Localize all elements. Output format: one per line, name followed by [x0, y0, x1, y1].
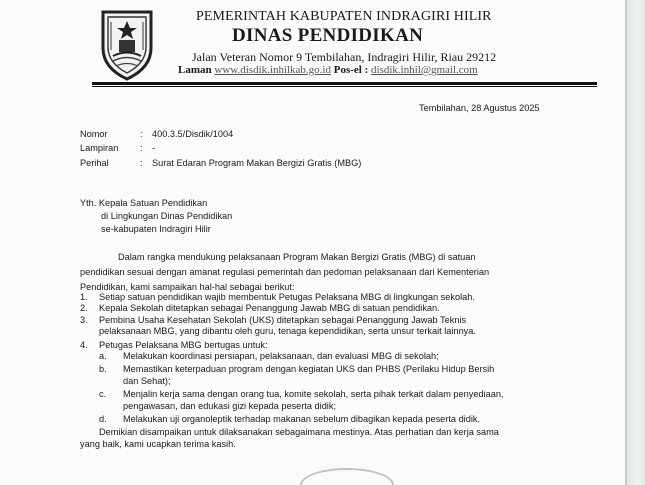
- sub-list-item: [99, 414, 610, 425]
- stamp-edge: [300, 468, 394, 485]
- intro-line-3: Pendidikan, kami sampaikan hal-hal sebagai berikut:: [80, 282, 295, 292]
- letterhead-rule-thin: [92, 86, 597, 87]
- meta-value-number: 400.3.5/Disdik/1004: [152, 129, 234, 139]
- sub-list-letter: d.: [99, 414, 107, 425]
- meta-colon: :: [140, 143, 143, 153]
- list-item-text: Setiap satuan pendidikan wajib membentuk Petugas Pelaksana MBG di lingkungan sekolah.: [99, 292, 475, 302]
- viewer-margin: [625, 0, 645, 485]
- intro-paragraph: [80, 250, 612, 295]
- list-number: 3.: [80, 314, 88, 325]
- list-number: 2.: [80, 303, 88, 314]
- meta-colon: :: [140, 129, 143, 139]
- letter-date: Tembilahan, 28 Agustus 2025: [419, 103, 540, 113]
- closing-line-1: Demikian disampaikan untuk dilaksanakan sebagaimana mestinya. Atas perhatian dan kerja sama: [99, 427, 499, 438]
- sub-list-item: [99, 389, 610, 412]
- sub-list-letter: b.: [99, 364, 107, 375]
- meta-label-number: Nomor: [80, 129, 108, 139]
- meta-label-attachment: Lampiran: [80, 143, 119, 153]
- meta-value-subject: Surat Edaran Program Makan Bergizi Gratis (MBG): [152, 158, 362, 168]
- recipient-line-1: Yth. Kepala Satuan Pendidikan: [80, 198, 208, 208]
- sub-list-letter: c.: [99, 389, 107, 400]
- intro-line-2: pendidikan sesuai dengan amanat regulasi pemerintah dan pedoman pelaksanaan dari Kementerian: [80, 267, 490, 277]
- government-name: PEMERINTAH KABUPATEN INDRAGIRI HILIR: [196, 9, 492, 24]
- list-item-text: pelaksanaan MBG, yang dibantu oleh guru, tenaga kependidikan, serta unsur terkait lainnya.: [99, 326, 476, 337]
- regency-emblem-icon: [97, 8, 157, 82]
- list-item: [80, 340, 610, 351]
- department-name: DINAS PENDIDIKAN: [232, 25, 424, 46]
- sub-list-item: [99, 351, 610, 362]
- list-item-text: Kepala Sekolah ditetapkan sebagai Penanggung Jawab MBG di satuan pendidikan.: [99, 303, 440, 314]
- list-item: [80, 303, 610, 314]
- website-link: www.disdik.inhilkab.go.id: [214, 64, 331, 76]
- recipient-line-3: se-kabupaten Indragiri Hilir: [101, 224, 211, 234]
- meta-value-attachment: -: [152, 143, 156, 153]
- closing-paragraph-cont: [80, 439, 610, 450]
- letterhead-rule-thick: [92, 82, 597, 85]
- meta-colon: :: [140, 158, 143, 168]
- sub-list-text: Melakukan uji organoleptik terhadap makanan sebelum dibagikan kepada peserta didik.: [123, 414, 481, 425]
- recipient-line-2: di Lingkungan Dinas Pendidikan: [101, 211, 233, 221]
- list-item: [80, 292, 610, 303]
- list-number: 1.: [80, 292, 88, 302]
- sub-list-text: pengawasan, dan edukasi gizi kepada peserta didik;: [123, 400, 336, 411]
- list-number: 4.: [80, 339, 88, 350]
- closing-line-2: yang baik, kami ucapkan terima kasih.: [80, 438, 236, 449]
- sub-list-letter: a.: [99, 351, 107, 362]
- sub-list-text: Memastikan keterpaduan program dengan kegiatan UKS dan PHBS (Perilaku Hidup Bersih: [123, 364, 495, 375]
- web-label: Laman: [178, 64, 212, 76]
- email-link: disdik.inhil@gmail.com: [371, 64, 478, 76]
- closing-paragraph: [99, 427, 610, 438]
- sub-list-text: Melakukan koordinasi persiapan, pelaksanaan, dan evaluasi MBG di sekolah;: [123, 351, 439, 362]
- contact-line: [178, 64, 478, 76]
- meta-label-subject: Perihal: [80, 158, 109, 168]
- list-item: [80, 315, 610, 338]
- sub-list-item: [99, 364, 610, 387]
- sub-list-text: Menjalin kerja sama dengan orang tua, komite sekolah, serta pihak terkait dalam penyediaan,: [123, 389, 504, 400]
- intro-line-1: Dalam rangka mendukung pelaksanaan Program Makan Bergizi Gratis (MBG) di satuan: [118, 252, 476, 262]
- list-item-text: Pembina Usaha Kesehatan Sekolah (UKS) ditetapkan sebagai Penanggung Jawab Teknis: [99, 314, 467, 325]
- instruction-list: [80, 292, 610, 450]
- office-address: Jalan Veteran Nomor 9 Tembilahan, Indragiri Hilir, Riau 29212: [192, 50, 497, 64]
- sub-list-text: dan Sehat);: [123, 375, 171, 386]
- list-item-text: Petugas Pelaksana MBG bertugas untuk:: [99, 339, 268, 350]
- email-label: Pos-el :: [333, 64, 369, 76]
